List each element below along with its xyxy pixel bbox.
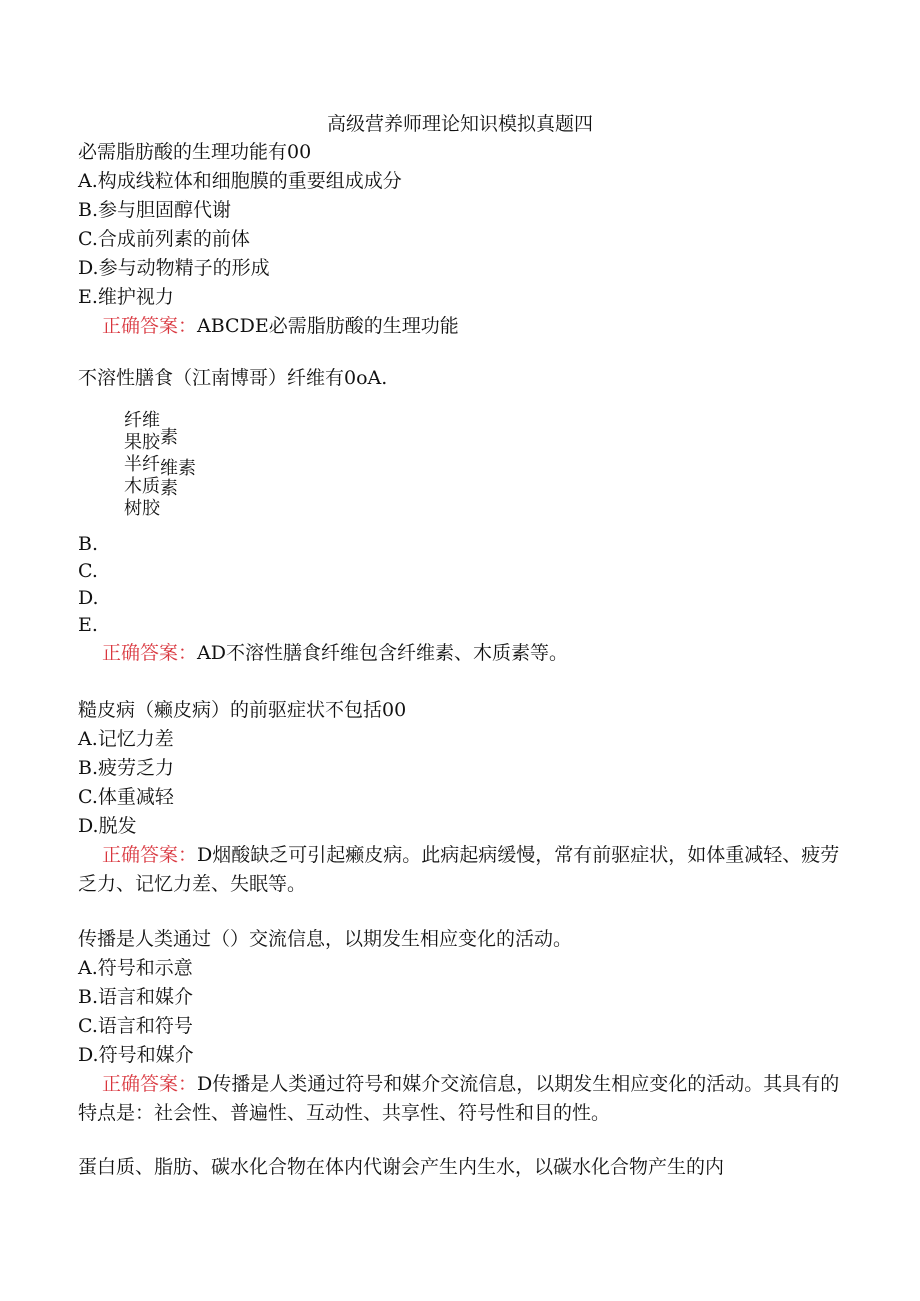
option-d: D. [78,587,99,609]
question-stem: 传播是人类通过（）交流信息，以期发生相应变化的活动。 [78,928,573,950]
answer-line [78,639,848,668]
stacked-text: 素 [160,478,178,499]
question-2-options [78,531,848,639]
option-e: E.维护视力 [78,286,174,308]
stacked-text: 维素 [160,458,196,479]
option-b: B. [78,533,99,555]
option-c: C.合成前列素的前体 [78,228,250,250]
option-e: E. [78,614,98,636]
option-d: D.脱发 [78,815,137,837]
stacked-text: 树胶 [124,498,160,519]
option-b: B.疲劳乏力 [78,757,175,779]
answer-line [78,841,848,899]
option-d: D.参与动物精子的形成 [78,257,270,279]
option-c: C.语言和符号 [78,1015,193,1037]
document-title: 高级营养师理论知识模拟真题四 [326,113,593,135]
option-a: A.记忆力差 [78,728,174,750]
stacked-text: 纤维 [124,410,160,431]
question-5 [78,1153,848,1182]
question-stem: 必需脂肪酸的生理功能有00 [78,141,312,163]
question-1 [78,138,848,341]
answer-line [78,1070,848,1128]
stacked-text: 果胶 [124,432,160,453]
answer-label: 正确答案： [102,642,198,664]
answer-text: AD不溶性膳食纤维包含纤维素、木质素等。 [197,642,568,664]
stacked-option [124,454,196,479]
question-4 [78,925,848,1128]
stacked-text: 素 [160,427,178,448]
question-stem: 糙皮病（癞皮病）的前驱症状不包括00 [78,699,407,721]
stacked-text: 木质 [124,476,160,497]
question-stem: 不溶性膳食（江南博哥）纤维有0oA. [78,367,388,389]
answer-text: D传播是人类通过符号和媒介交流信息，以期发生相应变化的活动。其具有的特点是：社会性、普遍性、互动性、共享性、符号性和目的性。 [78,1073,840,1124]
answer-label: 正确答案： [102,1073,198,1095]
question-3 [78,696,848,899]
stacked-option [124,476,196,498]
answer-text: D烟酸缺乏可引起癞皮病。此病起病缓慢，常有前驱症状，如体重减轻、疲劳乏力、记忆力差、失眠等。 [78,844,840,895]
option-a: A.构成线粒体和细胞膜的重要组成成分 [78,170,402,192]
option-b: B.参与胆固醇代谢 [78,199,232,221]
answer-label: 正确答案： [102,315,198,337]
option-b: B.语言和媒介 [78,986,194,1008]
option-c: C.体重减轻 [78,786,174,808]
question-stem: 蛋白质、脂肪、碳水化合物在体内代谢会产生内生水，以碳水化合物产生的内 [78,1156,725,1178]
option-a: A.符号和示意 [78,957,193,979]
answer-line [78,312,848,341]
question-2 [78,364,848,393]
answer-text: ABCDE必需脂肪酸的生理功能 [197,315,459,337]
option-c: C. [78,560,98,582]
answer-label: 正确答案： [102,844,198,866]
option-d: D.符号和媒介 [78,1044,194,1066]
garbled-option-list [124,410,196,520]
question-2-answer [78,639,848,668]
stacked-option [124,498,196,520]
stacked-text: 半纤 [124,454,160,475]
stacked-option [124,427,196,454]
